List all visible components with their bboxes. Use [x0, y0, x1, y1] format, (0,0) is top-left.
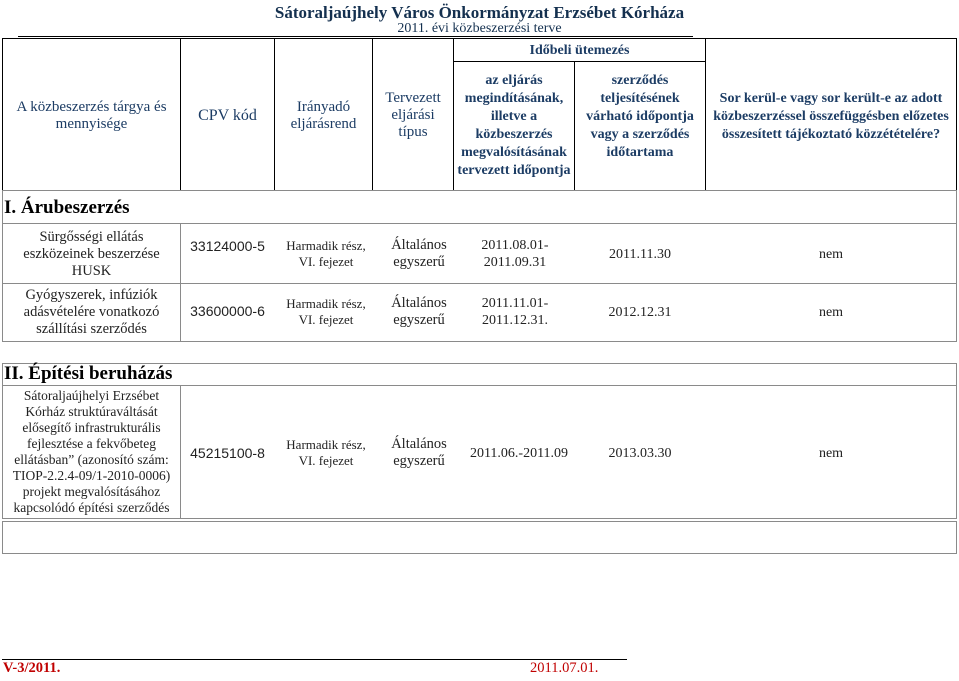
- row-subject: Gyógyszerek, infúziók adásvételére vonatkozó szállítási szerződés: [23, 287, 160, 337]
- header-prior-notice: Sor kerül-e vagy sor került-e az adott közbeszerzéssel összefüggésben előzetes összesített tájékoztató közzétételére?: [713, 91, 949, 142]
- row-prior-notice: nem: [818, 246, 844, 262]
- header-schedule: Időbeli ütemezés: [529, 42, 630, 58]
- row-type: Általános egyszerű: [391, 436, 447, 469]
- row-fulfillment: 2012.12.31: [608, 304, 672, 320]
- row-fulfillment: 2011.11.30: [609, 246, 671, 262]
- empty-row-top: [2, 521, 957, 522]
- rows-bottom-border: [2, 518, 957, 519]
- row-procedure: Harmadik rész, VI. fejezet: [286, 437, 366, 468]
- title-rule: [18, 36, 693, 37]
- header-schedule-start: az eljárás megindításának, illetve a közbeszerzés megvalósításának tervezett időpontja: [457, 72, 571, 178]
- row-prior-notice: nem: [818, 445, 844, 461]
- header-procedure: Irányadó eljárásrend: [290, 98, 357, 132]
- header-type: Tervezett eljárási típus: [385, 89, 441, 140]
- row-type: Általános egyszerű: [391, 237, 447, 270]
- document-subtitle: 2011. évi közbeszerzési terve: [397, 21, 562, 36]
- section-title: I. Árubeszerzés: [4, 197, 130, 218]
- row-procedure: Harmadik rész, VI. fejezet: [286, 238, 366, 269]
- row-start: 2011.08.01-2011.09.31: [481, 238, 549, 270]
- header-subject: A közbeszerzés tárgya és mennyisége: [16, 98, 167, 132]
- empty-row-bottom: [2, 553, 957, 554]
- footer-date: 2011.07.01.: [530, 660, 599, 676]
- row-fulfillment: 2013.03.30: [608, 445, 672, 461]
- row-cpv: 33124000-5: [190, 237, 265, 254]
- empty-row-left: [2, 521, 3, 554]
- row-divider: [2, 283, 957, 284]
- row-type: Általános egyszerű: [391, 295, 447, 328]
- rows-bottom-border: [2, 341, 957, 342]
- row-cpv: 45215100-8: [190, 444, 265, 461]
- section-bar-bottom: [2, 223, 957, 224]
- header-top-border: [2, 38, 957, 39]
- row-procedure: Harmadik rész, VI. fejezet: [286, 296, 366, 327]
- header-right-border: [956, 38, 957, 191]
- row-start: 2011.11.01-2011.12.31.: [481, 296, 549, 328]
- section-bar-left: [2, 190, 3, 224]
- row-subject: Sátoraljaújhelyi Erzsébet Kórház struktúraváltását elősegítő infrastrukturális fejlesztése a fekvőbeteg ellátásban” (azonosító szám: TIOP-2.2.4-09/1-2010-0006) projekt megvalósításához kapcsolódó építési szerződés: [12, 388, 171, 515]
- row-cpv: 33600000-6: [190, 302, 265, 319]
- document-title: Sátoraljaújhely Város Önkormányzat Erzsébet Kórháza: [274, 3, 685, 22]
- footer-code: V-3/2011.: [3, 660, 61, 676]
- section-title: II. Építési beruházás: [4, 363, 173, 384]
- row-prior-notice: nem: [818, 304, 844, 320]
- section-bar-bottom: [2, 385, 957, 386]
- row-subject: Sürgősségi ellátás eszközeinek beszerzése HUSK: [23, 228, 160, 279]
- section-bar-right: [956, 363, 957, 519]
- empty-row-right: [956, 521, 957, 554]
- section-bar-top: [2, 190, 957, 191]
- header-schedule-fulfillment: szerződés teljesítésének várható időpontja vagy a szerződés időtartama: [586, 73, 694, 160]
- row-start: 2011.06.-2011.09: [469, 445, 569, 461]
- section-bar-right: [956, 190, 957, 224]
- header-cpv: CPV kód: [198, 107, 257, 124]
